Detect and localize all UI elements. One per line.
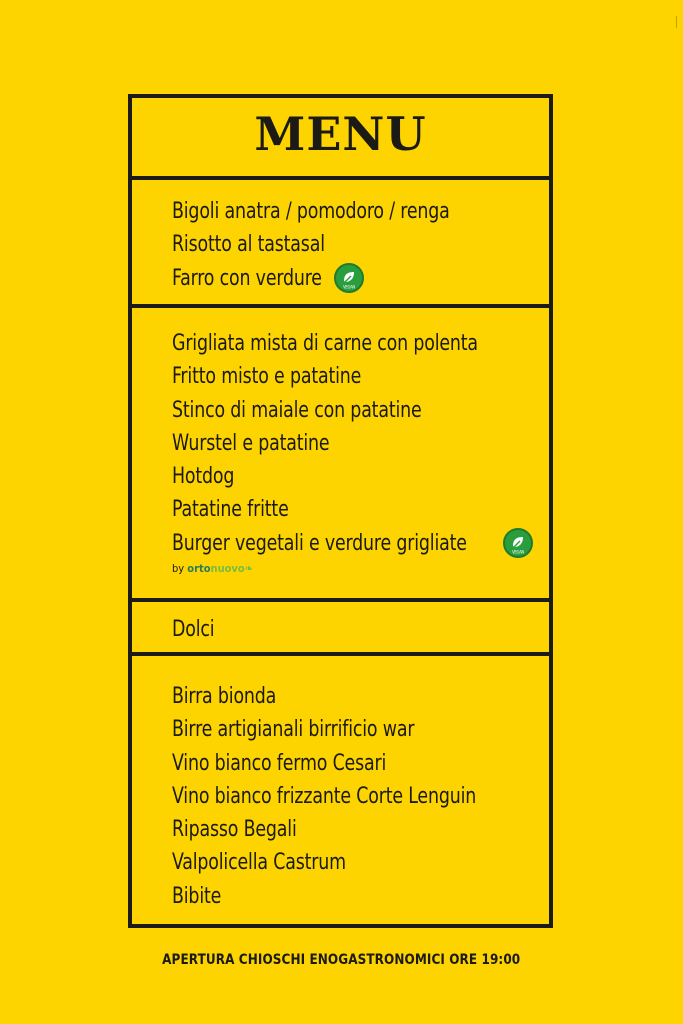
menu-item: Vino bianco frizzante Corte Lenguin [172,783,477,809]
sponsor-logo: orto [187,562,211,576]
section-dolci [172,613,539,646]
opening-hours-footer: APERTURA CHIOSCHI ENOGASTRONOMICI ORE 19:00 [162,952,521,968]
divider [132,176,549,180]
menu-item: Burger vegetali e verdure grigliate VEGAN [172,527,539,560]
vegan-badge-icon [334,263,364,293]
menu-item: Grigliata mista di carne con polenta [172,331,478,356]
divider [132,598,549,602]
menu-item: Birra bionda [172,684,277,709]
menu-item: Hotdog [172,464,235,490]
divider [132,652,549,656]
menu-board [128,94,553,928]
menu-item: Vino bianco fermo Cesari [172,750,387,776]
leaf-icon: ❧ [244,562,253,576]
menu-item: Ripasso Begali [172,817,297,843]
divider [132,304,549,308]
menu-item: Risotto al tastasal [172,232,325,258]
section-secondi [172,327,539,576]
menu-item: Stinco di maiale con patatine [172,397,422,423]
menu-item: Bigoli anatra / pomodoro / renga [172,199,450,224]
svg-text:VEGAN: VEGAN [343,284,356,290]
menu-item: Farro con verdure VEGAN [172,262,539,295]
svg-text:VEGAN: VEGAN [512,549,524,555]
menu-item: Bibite [172,883,222,909]
menu-item: Patatine fritte [172,497,289,523]
menu-title: MENU [254,107,427,161]
menu-item: Dolci [172,617,215,642]
section-bevande [172,680,539,913]
sponsor-line: by ortonuovo❧ [172,562,253,576]
menu-item: Wurstel e patatine [172,430,330,456]
vegan-badge-icon [503,528,533,558]
menu-item: Valpolicella Castrum [172,850,346,876]
section-primi [172,195,539,295]
edge-mark [676,16,677,28]
menu-item: Fritto misto e patatine [172,364,362,390]
menu-item: Birre artigianali birrificio war [172,717,415,743]
